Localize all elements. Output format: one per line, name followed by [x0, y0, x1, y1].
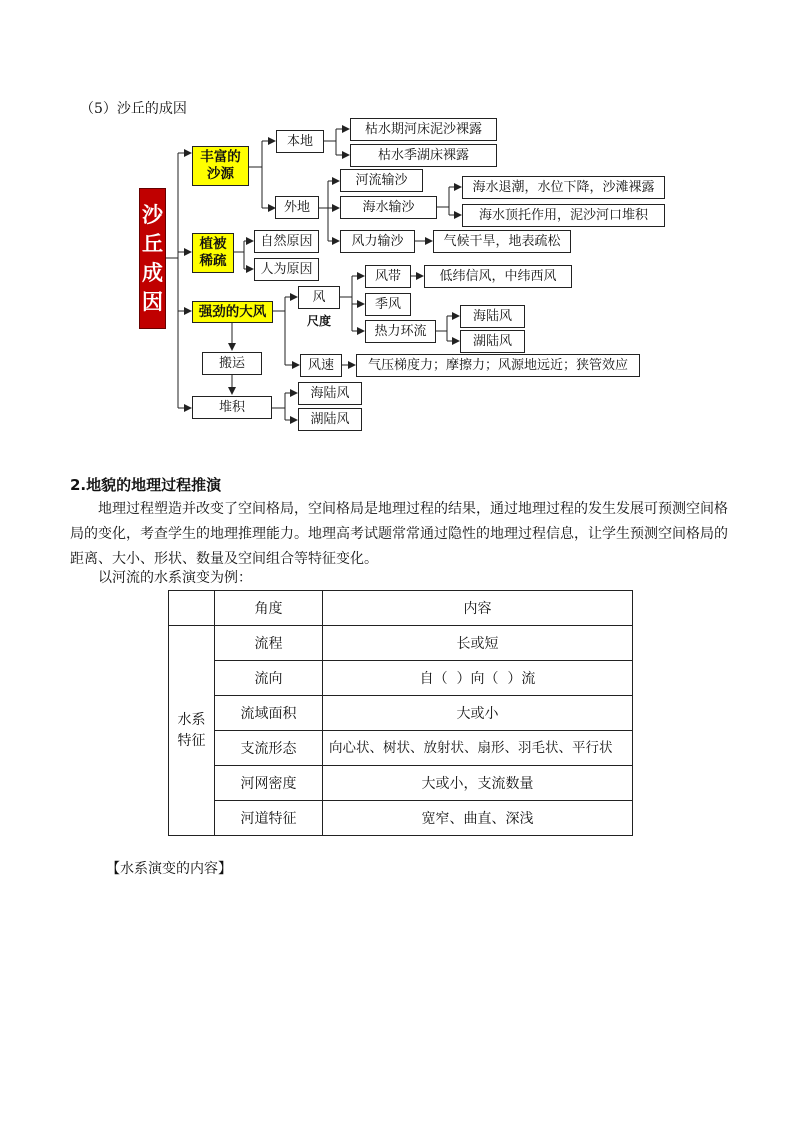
node-sparse-vegetation — [192, 233, 234, 273]
root-node — [139, 188, 166, 329]
table-group-label — [169, 626, 215, 836]
node-river-transport: 河流输沙 — [340, 169, 423, 192]
node-rich-sand — [192, 146, 249, 186]
root-char-3: 成 — [142, 260, 163, 285]
node-wind-transport: 风力输沙 — [340, 230, 415, 253]
table-header-row — [169, 591, 633, 626]
node-local-item-2: 枯水季湖床裸露 — [350, 144, 497, 167]
node-wind-transport-item: 气候干旱，地表疏松 — [433, 230, 571, 253]
node-rich-sand-line2: 沙源 — [207, 166, 234, 182]
section-heading: 2.地貌的地理过程推演 — [70, 476, 222, 494]
table-cell-aspect: 支流形态 — [215, 731, 323, 766]
node-deposit: 堆积 — [192, 396, 272, 419]
node-thermal-item-2: 湖陆风 — [460, 330, 525, 353]
section-title: （5）沙丘的成因 — [80, 101, 187, 117]
table-row — [169, 661, 633, 696]
table-group-line2: 特征 — [177, 732, 206, 749]
node-sparse-veg-line1: 植被 — [199, 236, 227, 253]
node-sparse-veg-line2: 稀疏 — [199, 253, 227, 269]
table-cell-content: 大或小，支流数量 — [323, 766, 633, 801]
node-sea-transport: 海水输沙 — [340, 196, 437, 219]
node-wind-belt-item: 低纬信风，中纬西风 — [424, 265, 572, 288]
table-cell-content: 自（ ）向（ ）流 — [323, 661, 633, 696]
table-cell-content: 大或小 — [323, 696, 633, 731]
node-human-reason: 人为原因 — [254, 258, 319, 281]
node-sea-item-1: 海水退潮，水位下降，沙滩裸露 — [462, 176, 665, 199]
node-wind: 风 — [298, 286, 340, 309]
river-system-table — [168, 590, 633, 836]
node-carry: 搬运 — [202, 352, 262, 375]
table-cell-aspect: 河网密度 — [215, 766, 323, 801]
table-group-line1: 水系 — [177, 711, 206, 728]
node-local: 本地 — [276, 130, 324, 153]
node-wind-belt: 风带 — [365, 265, 411, 288]
table-cell-content: 向心状、树状、放射状、扇形、羽毛状、平行状 — [323, 731, 633, 766]
node-deposit-item-2: 湖陆风 — [298, 408, 362, 431]
paragraph-example: 以河流的水系演变为例： — [98, 570, 252, 586]
node-rich-sand-line1: 丰富的 — [200, 149, 241, 166]
node-wind-speed-item: 气压梯度力；摩擦力；风源地远近；狭管效应 — [356, 354, 640, 377]
node-wind-speed: 风速 — [300, 354, 342, 377]
paragraph-intro: 地理过程塑造并改变了空间格局，空间格局是地理过程的结果，通过地理过程的发生发展可预测空间格局的变化，考查学生的地理推理能力。地理高考试题常常通过隐性的地理过程信息，让学生预测空间格局的距离、大小、形状、数量及空间组合等特征变化。 — [70, 501, 728, 567]
table-cell-aspect: 流程 — [215, 626, 323, 661]
node-deposit-item-1: 海陆风 — [298, 382, 362, 405]
root-char-4: 因 — [142, 289, 163, 314]
node-strong-wind: 强劲的大风 — [192, 301, 273, 323]
table-header-cell — [169, 591, 215, 626]
table-row — [169, 626, 633, 661]
footer-heading: 【水系演变的内容】 — [106, 861, 232, 877]
node-natural-reason: 自然原因 — [254, 230, 319, 253]
node-thermal-item-1: 海陆风 — [460, 305, 525, 328]
node-sea-item-2: 海水顶托作用，泥沙河口堆积 — [462, 204, 665, 227]
node-external: 外地 — [275, 196, 319, 219]
root-char-1: 沙 — [142, 202, 163, 227]
table-header-cell: 角度 — [215, 591, 323, 626]
scale-label: 尺度 — [307, 314, 332, 328]
node-local-item-1: 枯水期河床泥沙裸露 — [350, 118, 497, 141]
table-row — [169, 731, 633, 766]
table-cell-aspect: 流域面积 — [215, 696, 323, 731]
table-row — [169, 801, 633, 836]
table-header-cell: 内容 — [323, 591, 633, 626]
root-char-2: 丘 — [142, 231, 163, 256]
table-cell-aspect: 流向 — [215, 661, 323, 696]
table-cell-content: 长或短 — [323, 626, 633, 661]
table-cell-aspect: 河道特征 — [215, 801, 323, 836]
table-cell-content: 宽窄、曲直、深浅 — [323, 801, 633, 836]
node-thermal-circulation: 热力环流 — [365, 320, 436, 343]
table-row — [169, 696, 633, 731]
node-monsoon: 季风 — [365, 293, 411, 316]
table-row — [169, 766, 633, 801]
